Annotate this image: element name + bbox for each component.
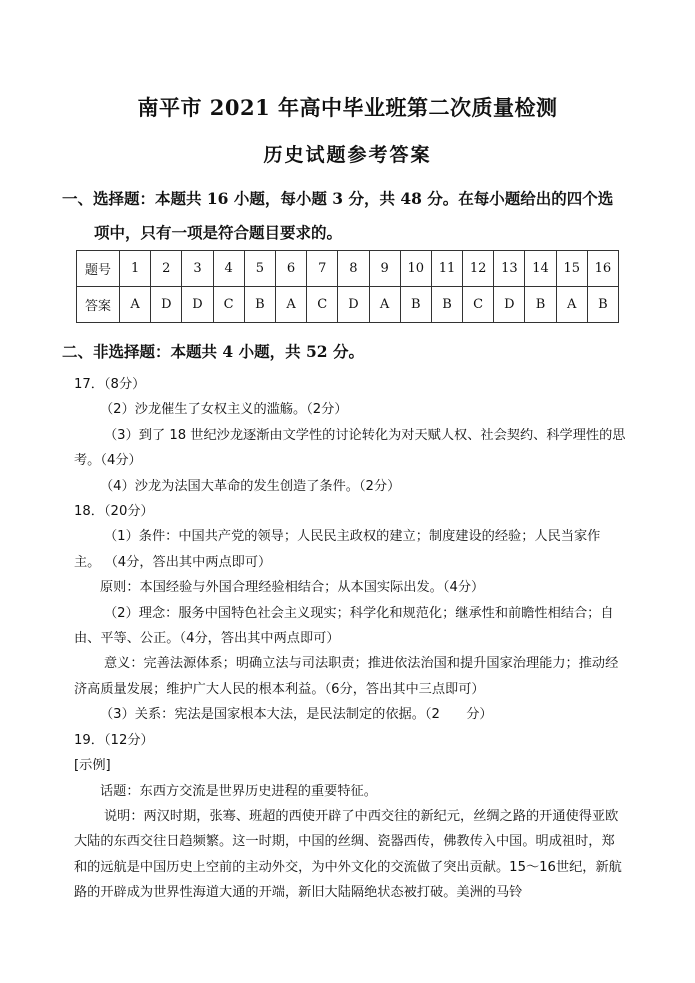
section-choice-line1: 一、选择题：本题共 16 小题，每小题 3 分，共 48 分。在每小题给出的四个选 xyxy=(62,189,614,208)
answer-cell: D xyxy=(151,287,182,323)
question-number-cell: 5 xyxy=(244,251,275,287)
page-title: 南平市 2021 年高中毕业班第二次质量检测 xyxy=(137,95,558,120)
row-label-number: 题号 xyxy=(77,251,120,287)
section-choice-heading xyxy=(62,182,662,250)
question-number-cell: 3 xyxy=(182,251,213,287)
answer-cell: B xyxy=(587,287,618,323)
question-number-cell: 12 xyxy=(463,251,494,287)
answer-cell: B xyxy=(400,287,431,323)
question-number-cell: 6 xyxy=(275,251,306,287)
question-number-cell: 8 xyxy=(338,251,369,287)
q19-example-label: [示例] xyxy=(74,758,111,774)
q17-part3: （3）到了 18 世纪沙龙逐渐由文学性的讨论转化为对天赋人权、社会契约、科学理性的思考。（4分） xyxy=(74,427,626,469)
answer-cell: B xyxy=(431,287,462,323)
question-number-cell: 15 xyxy=(556,251,587,287)
answer-cell: D xyxy=(182,287,213,323)
answer-cell: C xyxy=(213,287,244,323)
answer-cell: A xyxy=(120,287,151,323)
q18-part1: （1）条件：中国共产党的领导；人民民主政权的建立；制度建设的经验；人民当家作主。 （4分，答出其中两点即可） xyxy=(74,529,601,570)
question-number-cell: 13 xyxy=(494,251,525,287)
page-subtitle: 历史试题参考答案 xyxy=(263,144,432,166)
q18-part1-principle: 原则：本国经验与外国合理经验相结合；从本国实际出发。（4分） xyxy=(100,580,485,596)
row-label-answer: 答案 xyxy=(77,287,120,323)
answer-cell: B xyxy=(525,287,556,323)
q18-heading: 18．（20分） xyxy=(74,504,154,520)
q19-explanation: 说明：两汉时期，张骞、班超的西使开辟了中西交往的新纪元，丝绸之路的开通使得亚欧大陆的东西交往日趋频繁。这一时期，中国的丝绸、瓷器西传，佛教传入中国。明成祖时，郑和的远航是中国历史上空前的主动外交，为中外文化的交流做了突出贡献。15～16世纪，新航路的开辟成为世界性海道大通的开端，新旧大陆隔绝状态被打破。美洲的马铃 xyxy=(74,808,622,901)
question-number-cell: 10 xyxy=(400,251,431,287)
answer-cell: D xyxy=(338,287,369,323)
question-number-cell: 2 xyxy=(151,251,182,287)
answer-cell: C xyxy=(463,287,494,323)
question-number-cell: 16 xyxy=(587,251,618,287)
question-number-cell: 1 xyxy=(120,251,151,287)
question-number-cell: 14 xyxy=(525,251,556,287)
answer-table xyxy=(76,250,619,323)
answer-cell: A xyxy=(369,287,400,323)
q18-part2: （2）理念：服务中国特色社会主义现实；科学化和规范化；继承性和前瞻性相结合；自由、平等、公正。（4分，答出其中两点即可） xyxy=(74,605,614,647)
answer-cell: D xyxy=(494,287,525,323)
table-row-numbers xyxy=(77,251,619,287)
q19-heading: 19．（12分） xyxy=(74,732,154,748)
q18-part2-significance: 意义：完善法源体系；明确立法与司法职责；推进依法治国和提升国家治理能力；推动经济高质量发展；维护广大人民的根本利益。（6分，答出其中三点即可） xyxy=(74,656,619,697)
answer-body xyxy=(74,372,626,906)
answer-cell: C xyxy=(307,287,338,323)
q18-part3: （3）关系：宪法是国家根本大法，是民法制定的依据。（2 分） xyxy=(100,707,493,723)
q17-heading: 17．（8分） xyxy=(74,377,146,392)
question-number-cell: 4 xyxy=(213,251,244,287)
q17-part2: （2）沙龙催生了女权主义的滥觞。（2分） xyxy=(100,402,348,418)
q19-topic: 话题：东西方交流是世界历史进程的重要特征。 xyxy=(100,783,377,799)
answer-cell: B xyxy=(244,287,275,323)
section-nonchoice-heading: 二、非选择题：本题共 4 小题，共 52 分。 xyxy=(62,342,364,361)
section-choice-line2: 项中，只有一项是符合题目要求的。 xyxy=(94,223,343,242)
table-row-answers xyxy=(77,287,619,323)
answer-cell: A xyxy=(275,287,306,323)
answer-cell: A xyxy=(556,287,587,323)
question-number-cell: 11 xyxy=(431,251,462,287)
q17-part4: （4）沙龙为法国大革命的发生创造了条件。（2分） xyxy=(100,478,401,494)
question-number-cell: 7 xyxy=(307,251,338,287)
question-number-cell: 9 xyxy=(369,251,400,287)
